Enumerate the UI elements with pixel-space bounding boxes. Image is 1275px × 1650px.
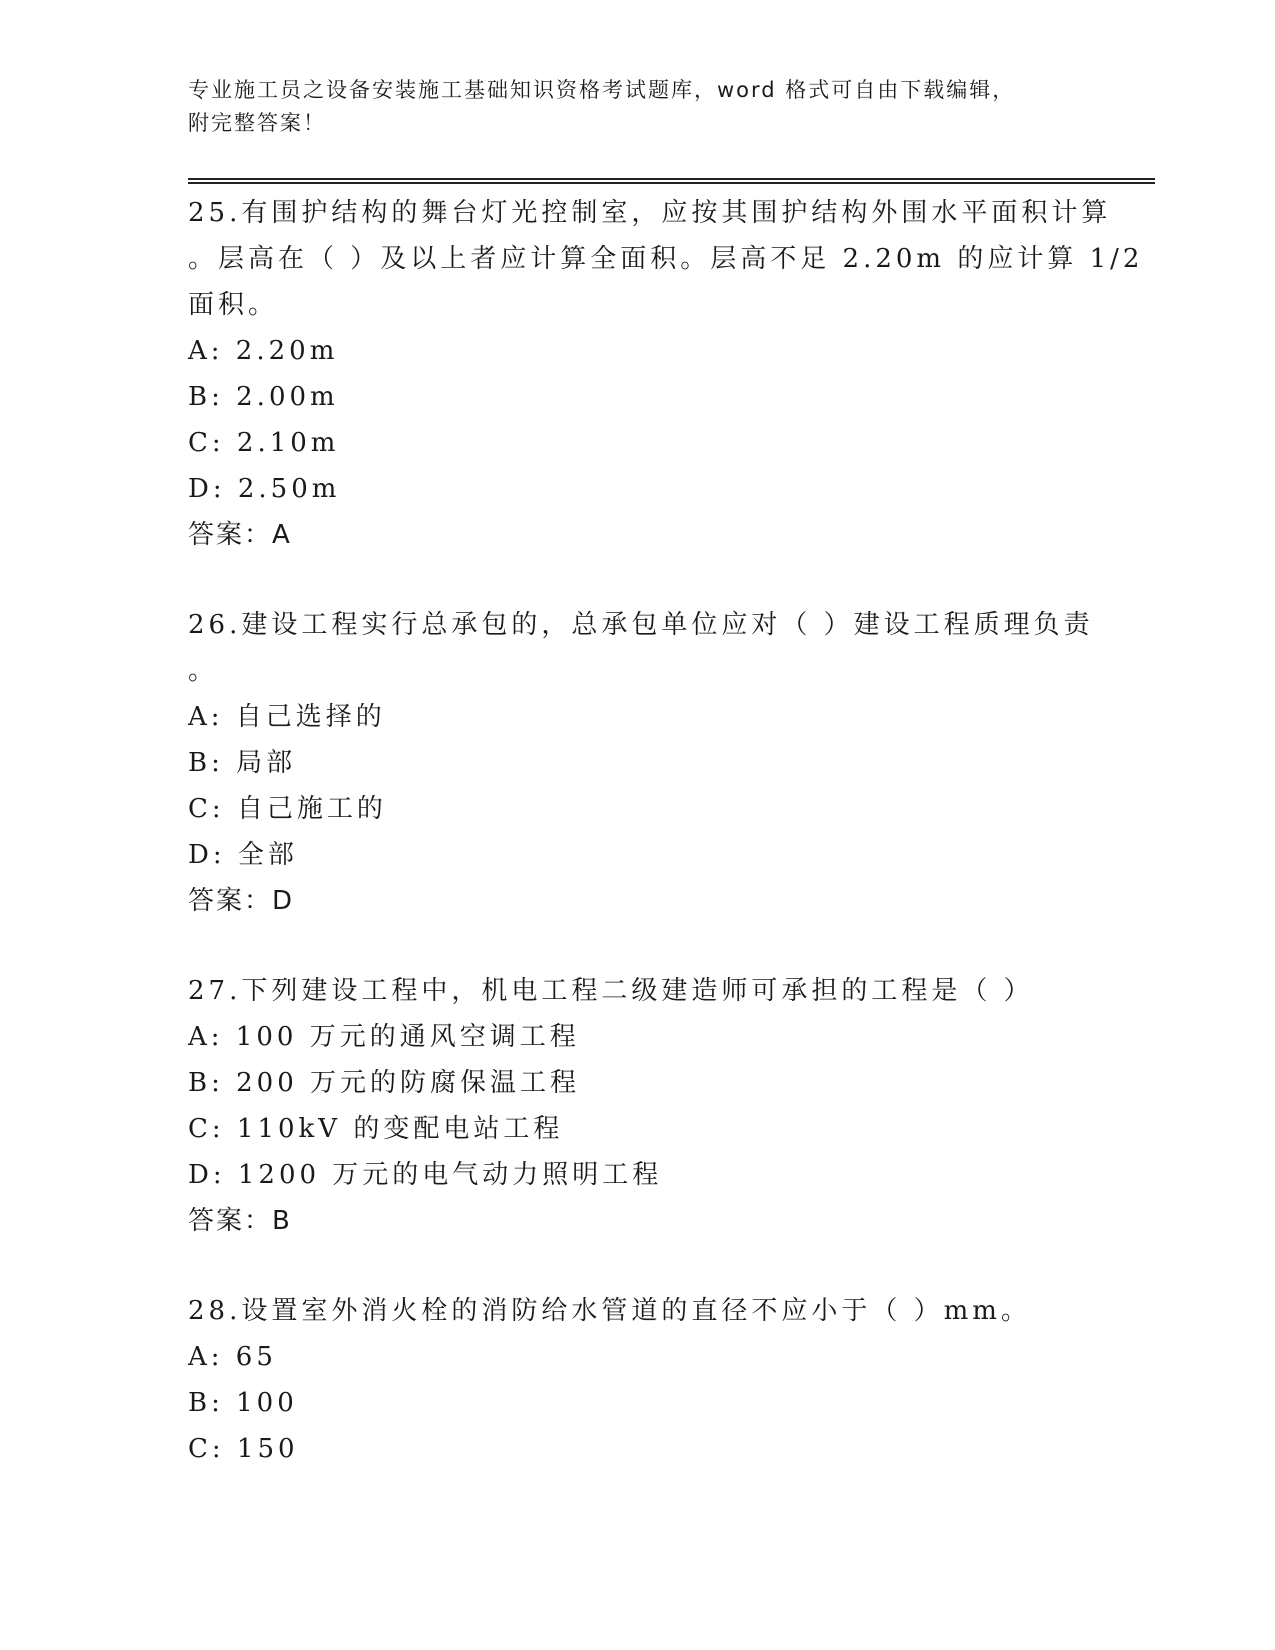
option-c: C: 2.10m <box>188 428 340 458</box>
question-spacer <box>188 924 1088 968</box>
document-header <box>188 74 1088 140</box>
question-text-line: 。 <box>188 656 219 686</box>
header-double-rule <box>188 178 1155 184</box>
option-c: C: 110kV 的变配电站工程 <box>188 1114 564 1144</box>
answer-label: 答案：A <box>188 520 292 550</box>
header-line-1: 专业施工员之设备安装施工基础知识资格考试题库，word 格式可自由下载编辑， <box>188 78 1016 102</box>
question-spacer <box>188 1244 1088 1288</box>
option-c: C: 自己施工的 <box>188 794 387 824</box>
option-a: A: 100 万元的通风空调工程 <box>188 1022 580 1052</box>
question-spacer <box>188 558 1088 602</box>
answer-label: 答案：B <box>188 1206 292 1236</box>
question-25 <box>188 190 1144 558</box>
option-c: C: 150 <box>188 1434 299 1464</box>
question-text-line: 27.下列建设工程中，机电工程二级建造师可承担的工程是（ ） <box>188 976 1034 1006</box>
question-28 <box>188 1288 1088 1472</box>
option-d: D: 全部 <box>188 840 298 870</box>
question-26 <box>188 602 1094 924</box>
question-text-line: 26.建设工程实行总承包的，总承包单位应对（ ）建设工程质理负责 <box>188 610 1094 640</box>
option-a: A: 2.20m <box>188 336 339 366</box>
option-d: D: 2.50m <box>188 474 341 504</box>
option-a: A: 65 <box>188 1342 277 1372</box>
option-b: B: 2.00m <box>188 382 339 412</box>
option-b: B: 200 万元的防腐保温工程 <box>188 1068 581 1098</box>
question-27 <box>188 968 1088 1244</box>
question-list <box>188 190 1144 1472</box>
question-text-line: 面积。 <box>188 290 279 320</box>
option-b: B: 100 <box>188 1388 298 1418</box>
header-line-2: 附完整答案！ <box>188 111 326 135</box>
question-text-line: 。层高在（ ）及以上者应计算全面积。层高不足 2.20m 的应计算 1/2 <box>188 244 1144 274</box>
question-text-line: 28.设置室外消火栓的消防给水管道的直径不应小于（ ）mm。 <box>188 1296 1031 1326</box>
option-a: A: 自己选择的 <box>188 702 386 732</box>
option-b: B: 局部 <box>188 748 297 778</box>
option-d: D: 1200 万元的电气动力照明工程 <box>188 1160 663 1190</box>
question-text-line: 25.有围护结构的舞台灯光控制室，应按其围护结构外围水平面积计算 <box>188 198 1112 228</box>
answer-label: 答案：D <box>188 886 295 916</box>
